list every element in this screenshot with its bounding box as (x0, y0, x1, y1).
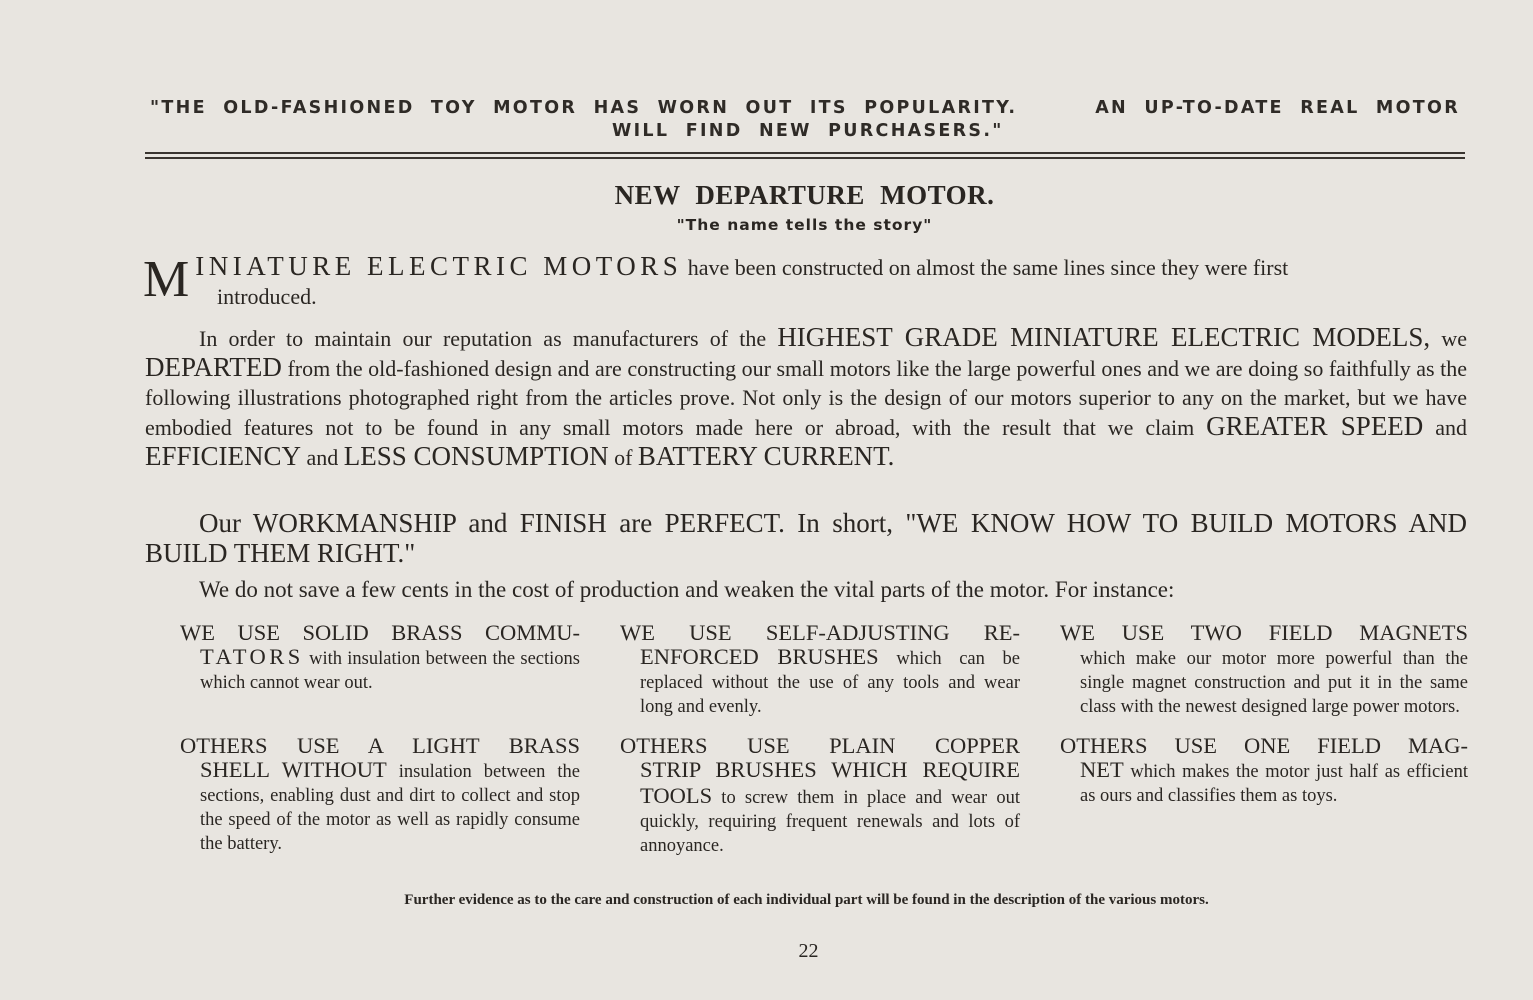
theirs-brushes (620, 733, 1020, 858)
ours-brushes-body: which can be replaced without the use of any tools and wear long and evenly. (640, 649, 1020, 717)
page-title: NEW DEPARTURE MOTOR. (614, 180, 995, 210)
divider-rule-top (145, 152, 1465, 154)
theirs-magnets-body: which makes the motor just half as efficient as ours and classifies them as toys. (1080, 762, 1468, 806)
intro-line2: introduced. (217, 284, 317, 309)
p2-emph-f: GREATER SPEED (1206, 411, 1424, 441)
ours-brushes (620, 620, 1020, 719)
p2-text-a: In order to maintain our reputation as manufacturers of the (199, 326, 778, 351)
theirs-brushes-head: OTHERS USE PLAIN COPPER (620, 733, 1020, 758)
theirs-commutators-head: OTHERS USE A LIGHT BRASS (180, 733, 580, 758)
p2-emph-b: HIGHEST GRADE MINIATURE ELECTRIC MODELS, (777, 322, 1431, 352)
theirs-brushes-caps: STRIP BRUSHES WHICH REQUIRE TOOLS (640, 757, 1020, 808)
theirs-commutators (180, 733, 580, 858)
theirs-commutators-body: insulation between the sections, enabling dust and dirt to collect and stop the speed of the motor as well as rapidly consume the battery. (200, 762, 580, 854)
ours-commutators (180, 620, 580, 719)
reputation-paragraph (145, 323, 1467, 472)
theirs-commutators-caps: SHELL WITHOUT (200, 757, 387, 782)
p2-emph-d: DEPARTED (145, 352, 282, 382)
tagline-line2: WILL FIND NEW PURCHASERS." (612, 121, 1004, 141)
ours-commutators-body: with insulation between the sections which cannot wear out. (200, 649, 580, 693)
p2-emph-h: EFFICIENCY (145, 441, 302, 471)
divider-rule-bottom (145, 157, 1465, 159)
theirs-magnets-caps: NET (1080, 757, 1124, 782)
theirs-brushes-body: to screw them in place and wear out quickly, requiring frequent renewals and lots of annoyance. (640, 788, 1020, 856)
p2-text-k: of (608, 445, 638, 470)
ours-magnets-head: WE USE TWO FIELD MAGNETS (1060, 620, 1468, 645)
p2-emph-l: BATTERY CURRENT. (637, 441, 895, 471)
p2-emph-j: LESS CONSUMPTION (343, 441, 609, 471)
ours-magnets-body: which make our motor more powerful than the single magnet construction and put it in the same class with the newest designed large power motors. (1080, 649, 1468, 717)
footnote: Further evidence as to the care and construction of each individual part will be found in the description of the various motors. (404, 892, 1209, 908)
tagline (150, 97, 1460, 143)
workmanship-paragraph: Our WORKMANSHIP and FINISH are PERFECT. In short, "WE KNOW HOW TO BUILD MOTORS AND BUILD THEM RIGHT." (145, 508, 1467, 568)
intro-paragraph (145, 252, 1467, 311)
page-subtitle: "The name tells the story" (676, 216, 933, 234)
intro-rest: have been constructed on almost the same lines since they were first (682, 255, 1289, 280)
intro-caps: INIATURE ELECTRIC MOTORS (195, 251, 683, 281)
p2-text-c: we (1430, 326, 1467, 351)
tagline-right: AN UP-TO-DATE REAL MOTOR (1095, 98, 1460, 118)
p2-text-e: from the old-fashioned design and are constructing our small motors like the large powerful ones and we are doing so faithfully as the following illustrations photographed right from the articles prove. Not only is the design of our motors superior to any on the market, but we have embodied features not to be found in any small motors made here or abroad, with the result that we claim (145, 356, 1467, 440)
drop-cap: M (143, 251, 190, 308)
theirs-magnets (1060, 733, 1468, 858)
ours-magnets (1060, 620, 1468, 719)
ours-commutators-caps: TATORS (200, 644, 304, 669)
ours-commutators-head: WE USE SOLID BRASS COMMU- (180, 620, 580, 645)
theirs-magnets-head: OTHERS USE ONE FIELD MAG- (1060, 733, 1468, 758)
ours-brushes-caps: ENFORCED BRUSHES (640, 644, 879, 669)
instance-paragraph: We do not save a few cents in the cost of production and weaken the vital parts of the motor. For instance: (199, 577, 1175, 602)
tagline-left: "THE OLD-FASHIONED TOY MOTOR HAS WORN OUT ITS POPULARITY. (150, 98, 1018, 118)
comparison-columns (180, 620, 1470, 858)
p2-text-i: and (301, 445, 344, 470)
p2-text-g: and (1423, 415, 1467, 440)
page-number: 22 (798, 940, 819, 962)
ours-brushes-head: WE USE SELF-ADJUSTING RE- (620, 620, 1020, 645)
